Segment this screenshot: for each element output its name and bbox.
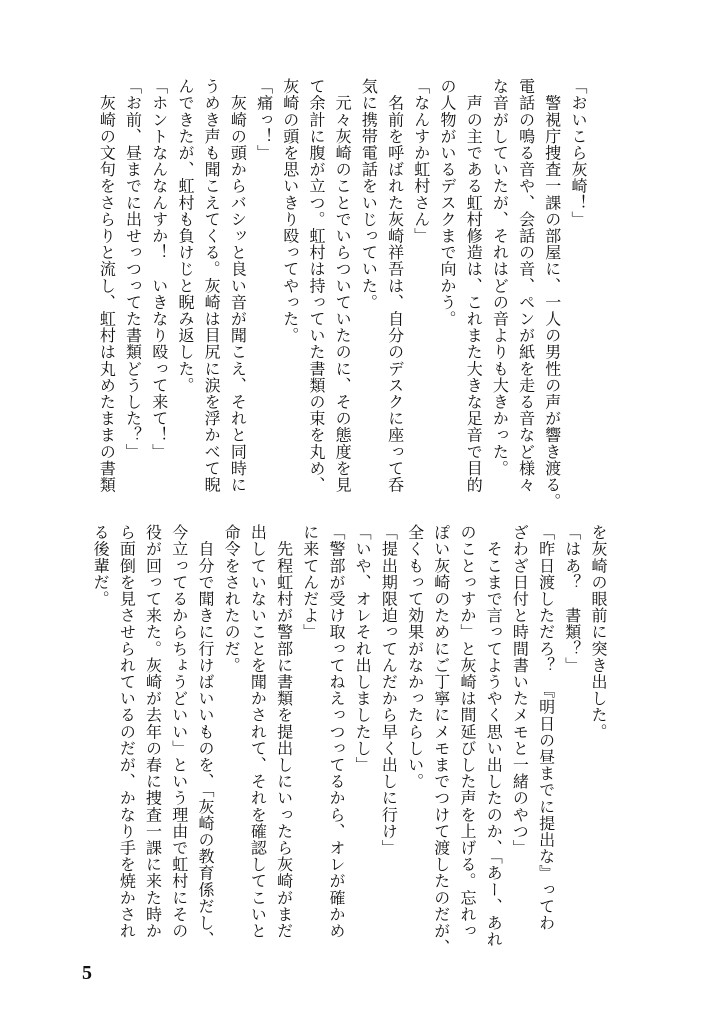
- text-line: て余計に腹が立つ。虹村は持っていた書類の束を丸め、: [306, 78, 326, 493]
- text-line: のことっすか」と灰崎は間延びした声を上げる。忘れっ: [457, 524, 477, 939]
- text-line: 「お前、昼までに出せっつってた書類どうした？」: [123, 78, 143, 460]
- text-line: 電話の鳴る音や、会話の音、ペンが紙を走る音など様々: [516, 78, 536, 493]
- text-line: 出していないことを聞かされて、それを確認してこいと: [248, 524, 268, 939]
- text-line: 灰崎の頭を思いきり殴ってやった。: [280, 78, 300, 344]
- text-line: 「警部が受け取ってねえっつってるから、オレが確かめ: [326, 524, 346, 939]
- text-line: の人物がいるデスクまで向かう。: [437, 78, 457, 327]
- text-line: 名前を呼ばれた灰崎祥吾は、自分のデスクに座って呑: [385, 78, 405, 493]
- text-line: 声の主である虹村修造は、これまた大きな足音で目的: [464, 78, 484, 493]
- text-line: 先程虹村が警部に書類を提出しにいったら灰崎がまだ: [274, 524, 294, 939]
- text-line: そこまで言ってようやく思い出したのか、「あー、あれ: [484, 524, 504, 948]
- text-line: 自分で聞きに行けばいいものを、「灰崎の教育係だし、: [195, 524, 215, 948]
- text-line: 「いや、オレそれ出しましたし」: [353, 524, 373, 773]
- text-block-bottom: [87, 524, 611, 956]
- text-line: 全くもって効果がなかったらしい。: [405, 524, 425, 790]
- text-line: 警視庁捜査一課の部屋に、一人の男性の声が響き渡る。: [542, 78, 562, 510]
- text-line: うめき声も聞こえてくる。灰崎は目尻に涙を浮かべて睨: [202, 78, 222, 493]
- text-line: 「ホントなんなんすか！ いきなり殴って来て！」: [149, 78, 169, 460]
- text-line: 「おいこら灰崎！」: [569, 78, 588, 228]
- text-line: 「痛っ！」: [254, 78, 274, 161]
- text-line: 命令をされたのだ。: [222, 524, 242, 674]
- text-line: 気に携帯電話をいじっていた。: [359, 78, 379, 311]
- text-line: 灰崎の頭からバシッと良い音が聞こえ、それと同時に: [228, 78, 248, 493]
- text-block-top: [93, 78, 591, 510]
- text-line: を灰崎の眼前に突き出した。: [589, 524, 608, 740]
- text-line: ぽい灰崎のためにご丁寧にメモまでつけて渡したのだが、: [431, 524, 451, 956]
- page-number: 5: [82, 962, 92, 984]
- text-line: な音がしていたが、それはどの音よりも大きかった。: [490, 78, 510, 477]
- text-line: ざわざ日付と時間書いたメモと一緒のやつ」: [510, 524, 530, 856]
- text-line: んできたが、虹村も負けじと睨み返した。: [175, 78, 195, 394]
- text-line: 「はあ？ 書類？」: [562, 524, 582, 674]
- text-line: 元々灰崎のことでいらついていたのに、その態度を見: [333, 78, 353, 493]
- text-line: 「なんすか虹村さん」: [411, 78, 431, 244]
- text-line: 役が回って来た。灰崎が去年の春に捜査一課に来た時か: [143, 524, 163, 939]
- text-line: 今立ってるからちょうどいい」という理由で虹村にその: [169, 524, 189, 939]
- text-line: る後輩だ。: [91, 524, 111, 607]
- text-line: ら面倒を見させられているのだが、かなり手を焼かされ: [117, 524, 137, 939]
- text-line: 「昨日渡しただろ？ 『明日の昼までに提出な』ってわ: [536, 524, 556, 931]
- text-line: に来てんだよ」: [300, 524, 320, 641]
- text-line: 「提出期限迫ってんだから早く出しに行け」: [379, 524, 399, 856]
- text-line: 灰崎の文句をさらりと流し、虹村は丸めたままの書類: [97, 78, 117, 493]
